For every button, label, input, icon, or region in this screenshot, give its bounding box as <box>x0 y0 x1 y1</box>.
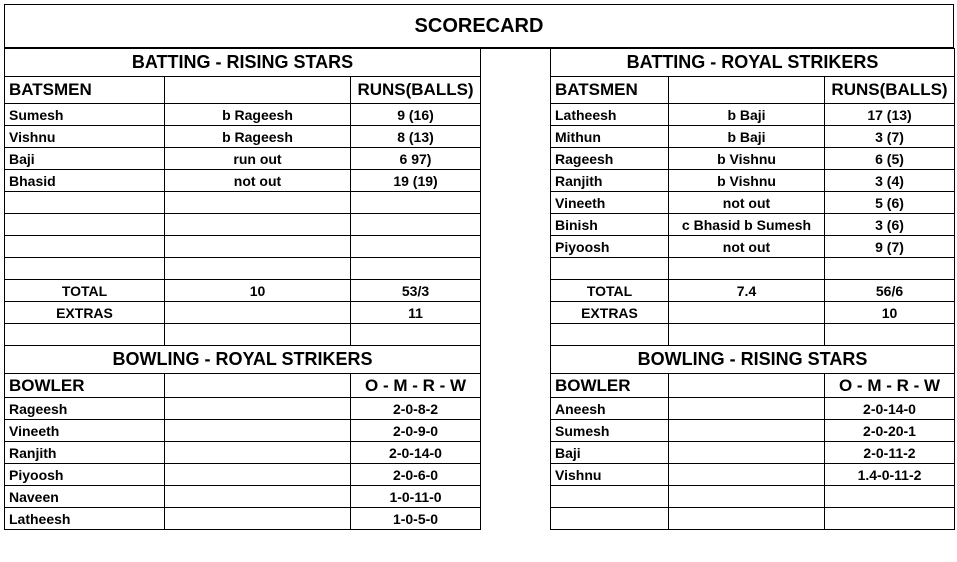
bowling-row <box>5 398 481 420</box>
bowling-row <box>551 398 955 420</box>
empty-cell <box>551 324 669 346</box>
detail-cell <box>669 374 825 398</box>
name-cell <box>551 508 669 530</box>
detail-cell: b Vishnu <box>669 148 825 170</box>
royal-strikers-batting-and-rising-stars-bowling-table <box>550 48 955 530</box>
bowling-row <box>551 508 955 530</box>
detail-cell <box>165 214 351 236</box>
figures-cell: 3 (6) <box>825 214 955 236</box>
name-cell: TOTAL <box>5 280 165 302</box>
detail-cell: not out <box>165 170 351 192</box>
name-cell: Vineeth <box>5 420 165 442</box>
detail-cell <box>165 398 351 420</box>
figures-cell: 2-0-14-0 <box>351 442 481 464</box>
batting-section-heading: BATTING - RISING STARS <box>5 49 481 77</box>
figures-cell: 3 (7) <box>825 126 955 148</box>
empty-cell <box>669 324 825 346</box>
name-cell: Mithun <box>551 126 669 148</box>
batting-row <box>5 258 481 280</box>
name-cell: Ranjith <box>551 170 669 192</box>
name-cell: Rageesh <box>5 398 165 420</box>
name-cell: BOWLER <box>551 374 669 398</box>
detail-cell <box>669 464 825 486</box>
detail-cell <box>165 236 351 258</box>
figures-cell: 2-0-11-2 <box>825 442 955 464</box>
name-cell: Ranjith <box>5 442 165 464</box>
detail-cell <box>165 302 351 324</box>
bowling-row <box>551 442 955 464</box>
name-cell: Aneesh <box>551 398 669 420</box>
figures-cell <box>825 508 955 530</box>
batting-row <box>5 148 481 170</box>
batting-row <box>5 170 481 192</box>
bowling-section-title <box>5 346 481 374</box>
rising-stars-batting-and-royal-strikers-bowling-table <box>4 48 481 530</box>
total-row <box>5 280 481 302</box>
name-cell <box>5 192 165 214</box>
figures-cell: 8 (13) <box>351 126 481 148</box>
bowling-header-row <box>551 374 955 398</box>
detail-cell <box>669 398 825 420</box>
batting-row <box>551 258 955 280</box>
detail-cell <box>165 420 351 442</box>
detail-cell <box>165 77 351 104</box>
bowling-section-title <box>551 346 955 374</box>
figures-cell: 5 (6) <box>825 192 955 214</box>
name-cell: Latheesh <box>5 508 165 530</box>
name-cell <box>5 258 165 280</box>
figures-cell: 1-0-11-0 <box>351 486 481 508</box>
bowling-section-heading: BOWLING - ROYAL STRIKERS <box>5 346 481 374</box>
figures-cell: 56/6 <box>825 280 955 302</box>
scorecard-title: SCORECARD <box>4 4 954 48</box>
detail-cell: not out <box>669 192 825 214</box>
batting-row <box>551 192 955 214</box>
batting-row <box>551 170 955 192</box>
figures-cell: 10 <box>825 302 955 324</box>
detail-cell: b Vishnu <box>669 170 825 192</box>
empty-cell <box>165 324 351 346</box>
figures-cell: 6 (5) <box>825 148 955 170</box>
name-cell: EXTRAS <box>5 302 165 324</box>
figures-cell: 53/3 <box>351 280 481 302</box>
name-cell: Binish <box>551 214 669 236</box>
bowling-row <box>5 486 481 508</box>
figures-cell: RUNS(BALLS) <box>825 77 955 104</box>
detail-cell: b Baji <box>669 104 825 126</box>
batting-row <box>5 236 481 258</box>
detail-cell: 10 <box>165 280 351 302</box>
figures-cell: 2-0-8-2 <box>351 398 481 420</box>
figures-cell <box>351 192 481 214</box>
empty-cell <box>5 324 165 346</box>
name-cell: Bhasid <box>5 170 165 192</box>
figures-cell: O - M - R - W <box>351 374 481 398</box>
name-cell: Baji <box>5 148 165 170</box>
detail-cell <box>165 486 351 508</box>
figures-cell <box>351 214 481 236</box>
detail-cell <box>165 258 351 280</box>
name-cell: Sumesh <box>5 104 165 126</box>
name-cell <box>551 258 669 280</box>
extras-row <box>551 302 955 324</box>
figures-cell <box>351 236 481 258</box>
batting-header-row <box>551 77 955 104</box>
bowling-row <box>5 420 481 442</box>
empty-cell <box>825 324 955 346</box>
name-cell <box>5 214 165 236</box>
name-cell: Baji <box>551 442 669 464</box>
name-cell <box>551 486 669 508</box>
detail-cell: b Baji <box>669 126 825 148</box>
detail-cell <box>165 192 351 214</box>
detail-cell <box>165 374 351 398</box>
detail-cell <box>165 508 351 530</box>
bowling-row <box>5 442 481 464</box>
name-cell: BOWLER <box>5 374 165 398</box>
figures-cell: 2-0-9-0 <box>351 420 481 442</box>
name-cell: EXTRAS <box>551 302 669 324</box>
detail-cell <box>669 77 825 104</box>
batting-row <box>551 104 955 126</box>
name-cell: Sumesh <box>551 420 669 442</box>
figures-cell: 2-0-14-0 <box>825 398 955 420</box>
batting-row <box>551 236 955 258</box>
name-cell: Vishnu <box>551 464 669 486</box>
bowling-row <box>551 486 955 508</box>
detail-cell: b Rageesh <box>165 104 351 126</box>
detail-cell <box>669 508 825 530</box>
batting-section-heading: BATTING - ROYAL STRIKERS <box>551 49 955 77</box>
name-cell: Latheesh <box>551 104 669 126</box>
name-cell: BATSMEN <box>551 77 669 104</box>
figures-cell: O - M - R - W <box>825 374 955 398</box>
figures-cell: 11 <box>351 302 481 324</box>
extras-row <box>5 302 481 324</box>
figures-cell <box>825 258 955 280</box>
detail-cell <box>165 464 351 486</box>
figures-cell <box>351 258 481 280</box>
name-cell: Naveen <box>5 486 165 508</box>
figures-cell: RUNS(BALLS) <box>351 77 481 104</box>
figures-cell: 2-0-20-1 <box>825 420 955 442</box>
name-cell: Piyoosh <box>5 464 165 486</box>
batting-row <box>551 148 955 170</box>
detail-cell <box>669 420 825 442</box>
bowling-row <box>551 464 955 486</box>
name-cell: Rageesh <box>551 148 669 170</box>
name-cell: Piyoosh <box>551 236 669 258</box>
detail-cell <box>669 442 825 464</box>
detail-cell: c Bhasid b Sumesh <box>669 214 825 236</box>
batting-row <box>551 214 955 236</box>
spacer-row <box>5 324 481 346</box>
batting-row <box>5 192 481 214</box>
detail-cell <box>669 486 825 508</box>
name-cell: Vishnu <box>5 126 165 148</box>
bowling-row <box>5 464 481 486</box>
bowling-row <box>5 508 481 530</box>
batting-row <box>551 126 955 148</box>
batting-row <box>5 214 481 236</box>
column-gap <box>480 48 550 558</box>
name-cell: TOTAL <box>551 280 669 302</box>
detail-cell: b Rageesh <box>165 126 351 148</box>
batting-row <box>5 126 481 148</box>
detail-cell: not out <box>669 236 825 258</box>
figures-cell: 19 (19) <box>351 170 481 192</box>
batting-section-title <box>5 49 481 77</box>
figures-cell: 9 (7) <box>825 236 955 258</box>
detail-cell: 7.4 <box>669 280 825 302</box>
name-cell: BATSMEN <box>5 77 165 104</box>
total-row <box>551 280 955 302</box>
batting-row <box>5 104 481 126</box>
bowling-section-heading: BOWLING - RISING STARS <box>551 346 955 374</box>
figures-cell: 2-0-6-0 <box>351 464 481 486</box>
name-cell <box>5 236 165 258</box>
empty-cell <box>351 324 481 346</box>
figures-cell <box>825 486 955 508</box>
name-cell: Vineeth <box>551 192 669 214</box>
bowling-row <box>551 420 955 442</box>
detail-cell: run out <box>165 148 351 170</box>
detail-cell <box>669 258 825 280</box>
figures-cell: 3 (4) <box>825 170 955 192</box>
figures-cell: 9 (16) <box>351 104 481 126</box>
figures-cell: 6 97) <box>351 148 481 170</box>
detail-cell <box>669 302 825 324</box>
bowling-header-row <box>5 374 481 398</box>
spacer-row <box>551 324 955 346</box>
figures-cell: 1.4-0-11-2 <box>825 464 955 486</box>
batting-section-title <box>551 49 955 77</box>
detail-cell <box>165 442 351 464</box>
figures-cell: 1-0-5-0 <box>351 508 481 530</box>
figures-cell: 17 (13) <box>825 104 955 126</box>
batting-header-row <box>5 77 481 104</box>
